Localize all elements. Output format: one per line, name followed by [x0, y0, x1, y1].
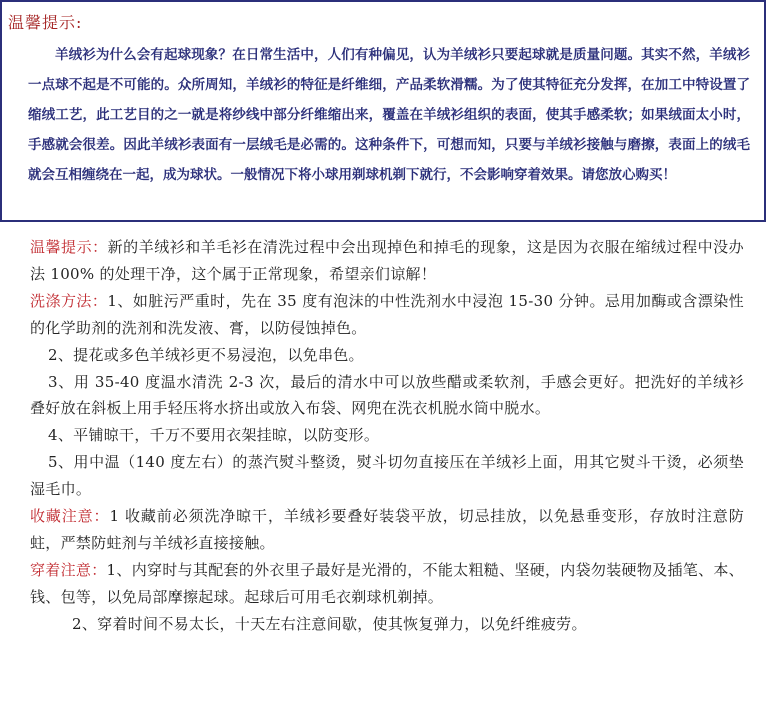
wear-step-1: 1、内穿时与其配套的外衣里子最好是光滑的，不能太粗糙、坚硬，内袋勿装硬物及插笔、本、钱、包等，以免局部摩擦起球。起球后可用毛衣剃球机剃掉。	[30, 560, 744, 606]
wash-step-4: 4、平铺晾干，千万不要用衣架挂晾，以防变形。	[48, 426, 380, 445]
wash-paragraph-1	[30, 288, 744, 342]
wash-step-5: 5、用中温（140 度左右）的蒸汽熨斗整烫，熨斗切勿直接压在羊绒衫上面，用其它熨斗干烫，必须垫湿毛巾。	[30, 453, 744, 499]
wear-label: 穿着注意：	[30, 560, 107, 579]
tip-paragraph	[30, 234, 744, 288]
wash-step-2: 2、提花或多色羊绒衫更不易浸泡，以免串色。	[48, 345, 364, 364]
notice-title: 温馨提示:	[8, 13, 83, 32]
wash-label: 洗涤方法：	[30, 291, 108, 310]
tip-text: 新的羊绒衫和羊毛衫在清洗过程中会出现掉色和掉毛的现象，这是因为衣服在缩绒过程中没办法 100% 的处理干净，这个属于正常现象，希望亲们谅解！	[30, 238, 744, 283]
wear-paragraph-1	[30, 557, 744, 611]
wash-step-3: 3、用 35-40 度温水清洗 2-3 次，最后的清水中可以放些醋或柔软剂，手感会更好。把洗好的羊绒衫叠好放在斜板上用手轻压将水挤出或放入布袋、网兜在洗衣机脱水筒中脱水。	[30, 372, 744, 418]
store-paragraph	[30, 503, 744, 557]
pilling-notice-box	[0, 0, 766, 222]
store-label: 收藏注意：	[30, 507, 110, 526]
store-text: 1 收藏前必须洗净晾干，羊绒衫要叠好装袋平放，切忌挂放，以免悬垂变形，存放时注意防蛀，严禁防蛀剂与羊绒衫直接接触。	[30, 507, 744, 552]
pilling-explanation: 羊绒衫为什么会有起球现象？在日常生活中，人们有种偏见，认为羊绒衫只要起球就是质量问题。其实不然，羊绒衫一点球不起是不可能的。众所周知，羊绒衫的特征是纤维细，产品柔软滑糯。为了使其特征充分发挥，在加工中特设置了缩绒工艺，此工艺目的之一就是将纱线中部分纤维缩出来，覆盖在羊绒衫组织的表面，使其手感柔软；如果绒面太小时，手感就会很差。因此羊绒衫表面有一层绒毛是必需的。这种条件下，可想而知，只要与羊绒衫接触与磨擦，表面上的绒毛就会互相缠绕在一起，成为球状。一般情况下将小球用剃球机剃下就行，不会影响穿着效果。请您放心购买！	[28, 47, 750, 183]
wash-step-1: 1、如脏污严重时，先在 35 度有泡沫的中性洗剂水中浸泡 15-30 分钟。忌用加酶或含漂染性的化学助剂的洗剂和洗发液、膏，以防侵蚀掉色。	[30, 291, 744, 337]
wear-step-2: 2、穿着时间不易太长，十天左右注意间歇，使其恢复弹力，以免纤维疲劳。	[72, 614, 587, 633]
care-instructions	[30, 234, 744, 638]
tip-label: 温馨提示：	[30, 238, 108, 256]
